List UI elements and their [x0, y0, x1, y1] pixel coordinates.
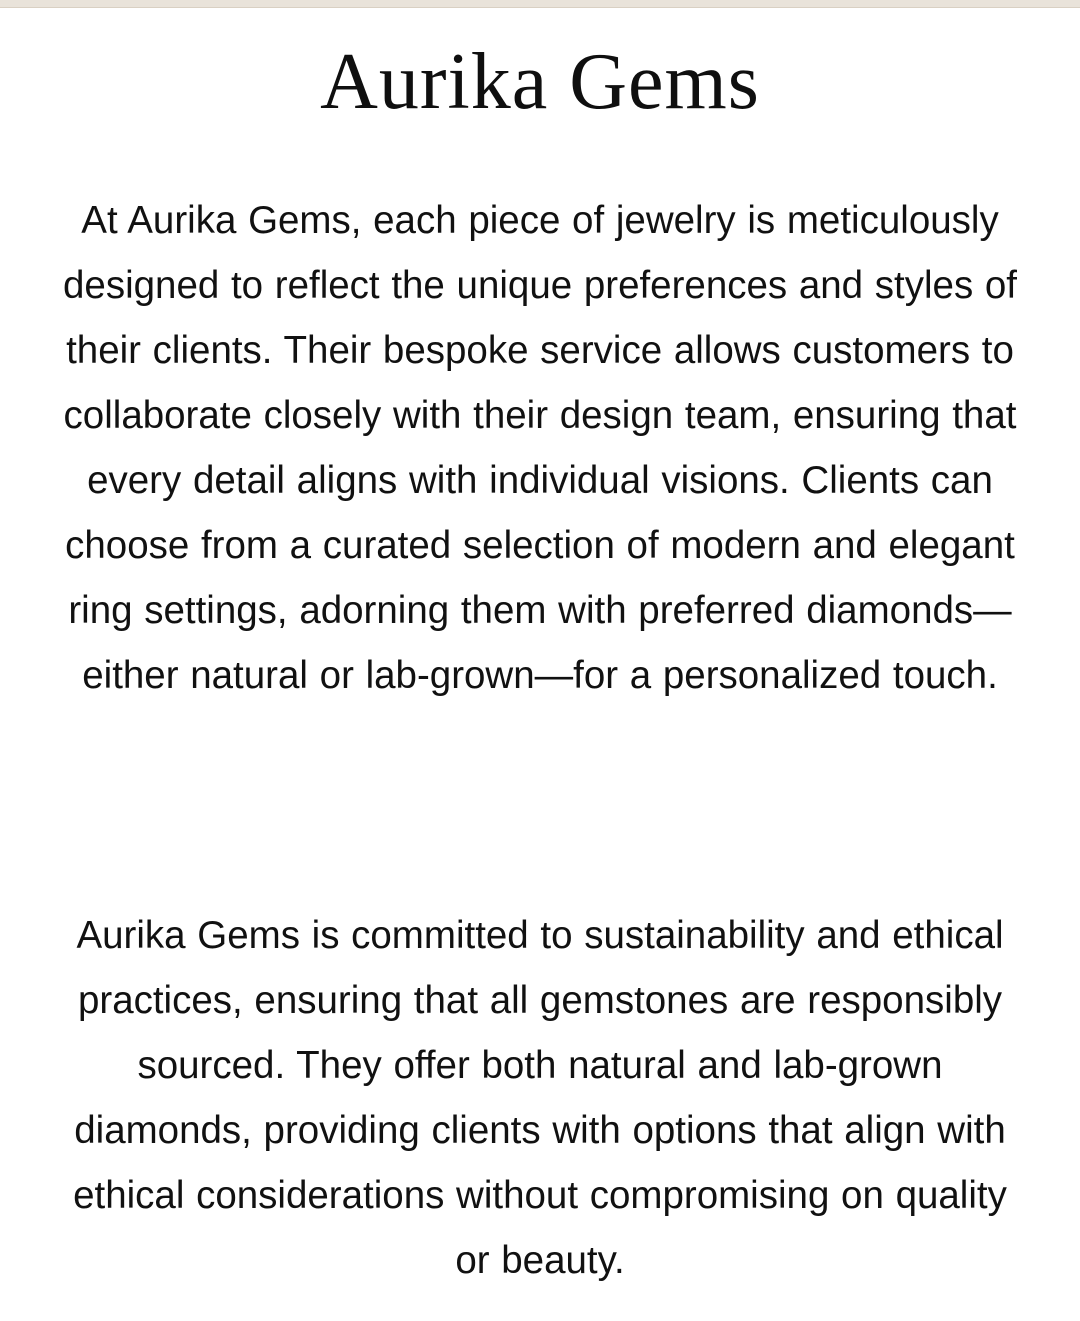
- brand-description-paragraph: At Aurika Gems, each piece of jewelry is meticulously designed to reflect the unique preferences and styles of their clients. Their bespoke service allows customers to collaborate closely with their design team, ensuring that every detail aligns with individual visions. Clients can choose from a curated selection of modern and elegant ring settings, adorning them with preferred diamonds—either natural or lab-grown—for a personalized touch.: [63, 199, 1017, 697]
- page-title: Aurika Gems: [320, 38, 760, 126]
- sustainability-paragraph: Aurika Gems is committed to sustainability and ethical practices, ensuring that all gemstones are responsibly sourced. They offer both natural and lab-grown diamonds, providing clients with options that align with ethical considerations without compromising on quality or beauty.: [73, 914, 1007, 1282]
